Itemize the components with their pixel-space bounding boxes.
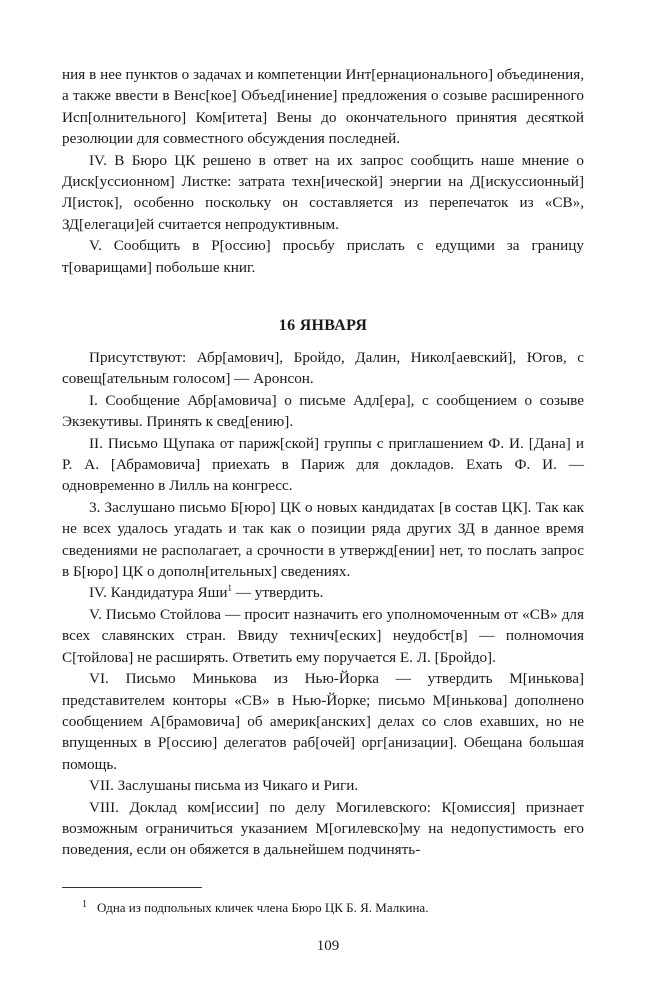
paragraph-continued: ния в нее пунктов о задачах и компетенции Инт[ернационального] объединения, а также ввести в Венс[кое] Объед[инение] предложения о созыве расширенного Исп[олнительного] Ком[итета] Вены до окончательного принятия десяткой резолюции для совместного обсуждения последней.: [62, 66, 584, 148]
paragraph-text: — утвердить.: [232, 584, 324, 602]
paragraph-item-ii: II. Письмо Щупака от париж[ской] группы с приглашением Ф. И. [Дана] и Р. А. [Абрамовича] приехать в Париж для докладов. Ехать Ф. И. — одновременно в Лилль на конгресс.: [62, 434, 584, 495]
page-number: 109: [316, 938, 340, 954]
footnote-number: 1: [82, 898, 87, 910]
paragraph-item-v: V. Письмо Стойлова — просит назначить его уполномоченным от «СВ» для всех славянских стран. Ввиду технич[еских] неудобст[в] — полномочия С[тойлова] не расширять. Ответить ему поручается Е. Л. [Бройдо].: [62, 605, 584, 666]
footnote: [62, 899, 584, 917]
footnote-reference[interactable]: 1: [227, 583, 233, 594]
paragraph-item-iv: [62, 582, 584, 603]
paragraph-item-iv: IV. В Бюро ЦК решено в ответ на их запрос сообщить наше мнение о Диск[уссионном] Листке: затрата техн[ической] энергии на Д[искуссионный] Л[исток], особенно поскольку он составляется из перепечаток из «СВ», ЗД[елегаци]ей считается непродуктивным.: [62, 151, 584, 233]
paragraph-item-vi: VI. Письмо Минькова из Нью-Йорка — утвердить М[инькова] представителем конторы «СВ» в Нью-Йорке; письмо М[инькова] дополнено сообщением А[брамовича] об америк[анских] делах со слов ехавших, но не впущенных в Р[оссию] делегатов раб[очей] орг[анизации]. Обещана большая помощь.: [62, 670, 584, 773]
footnote-text: Одна из подпольных кличек члена Бюро ЦК Б. Я. Малкина.: [97, 900, 429, 915]
footnote-divider: [62, 887, 202, 888]
paragraph-item-i: I. Сообщение Абр[амовича] о письме Адл[ера], с сообщением о созыве Экзекутивы. Принять к свед[ению].: [62, 391, 584, 431]
section-text-block: [62, 347, 584, 861]
paragraph-text: IV. Кандидатура Яши: [89, 584, 228, 602]
section-heading: 16 ЯНВАРЯ: [278, 317, 368, 334]
paragraph-item-viii: VIII. Доклад ком[иссии] по делу Могилевского: К[омиссия] признает возможным ограничиться указанием М[огилевско]му на недопустимость его поведения, если он обяжется в дальнейшем подчинять-: [62, 798, 584, 859]
paragraph-item-vii: VII. Заслушаны письма из Чикаго и Риги.: [89, 777, 359, 795]
continued-text-block: [62, 64, 584, 278]
paragraph-item-3: 3. Заслушано письмо Б[юро] ЦК о новых кандидатах [в состав ЦК]. Так как не всех удалось угадать и так как о позиции ряда других ЗД в данное время сведениями не располагает, а срочности в утвержд[ении] нет, то послать запрос в Б[юро] ЦК о дополн[ительных] сведениях.: [62, 498, 584, 581]
paragraph-item-v: V. Сообщить в Р[оссию] просьбу прислать с едущими за границу т[оварищами] побольше книг.: [62, 237, 584, 276]
paragraph-attendees: Присутствуют: Абр[амович], Бройдо, Далин, Никол[аевский], Югов, с совещ[ательным голосом] — Аронсон.: [62, 349, 584, 388]
